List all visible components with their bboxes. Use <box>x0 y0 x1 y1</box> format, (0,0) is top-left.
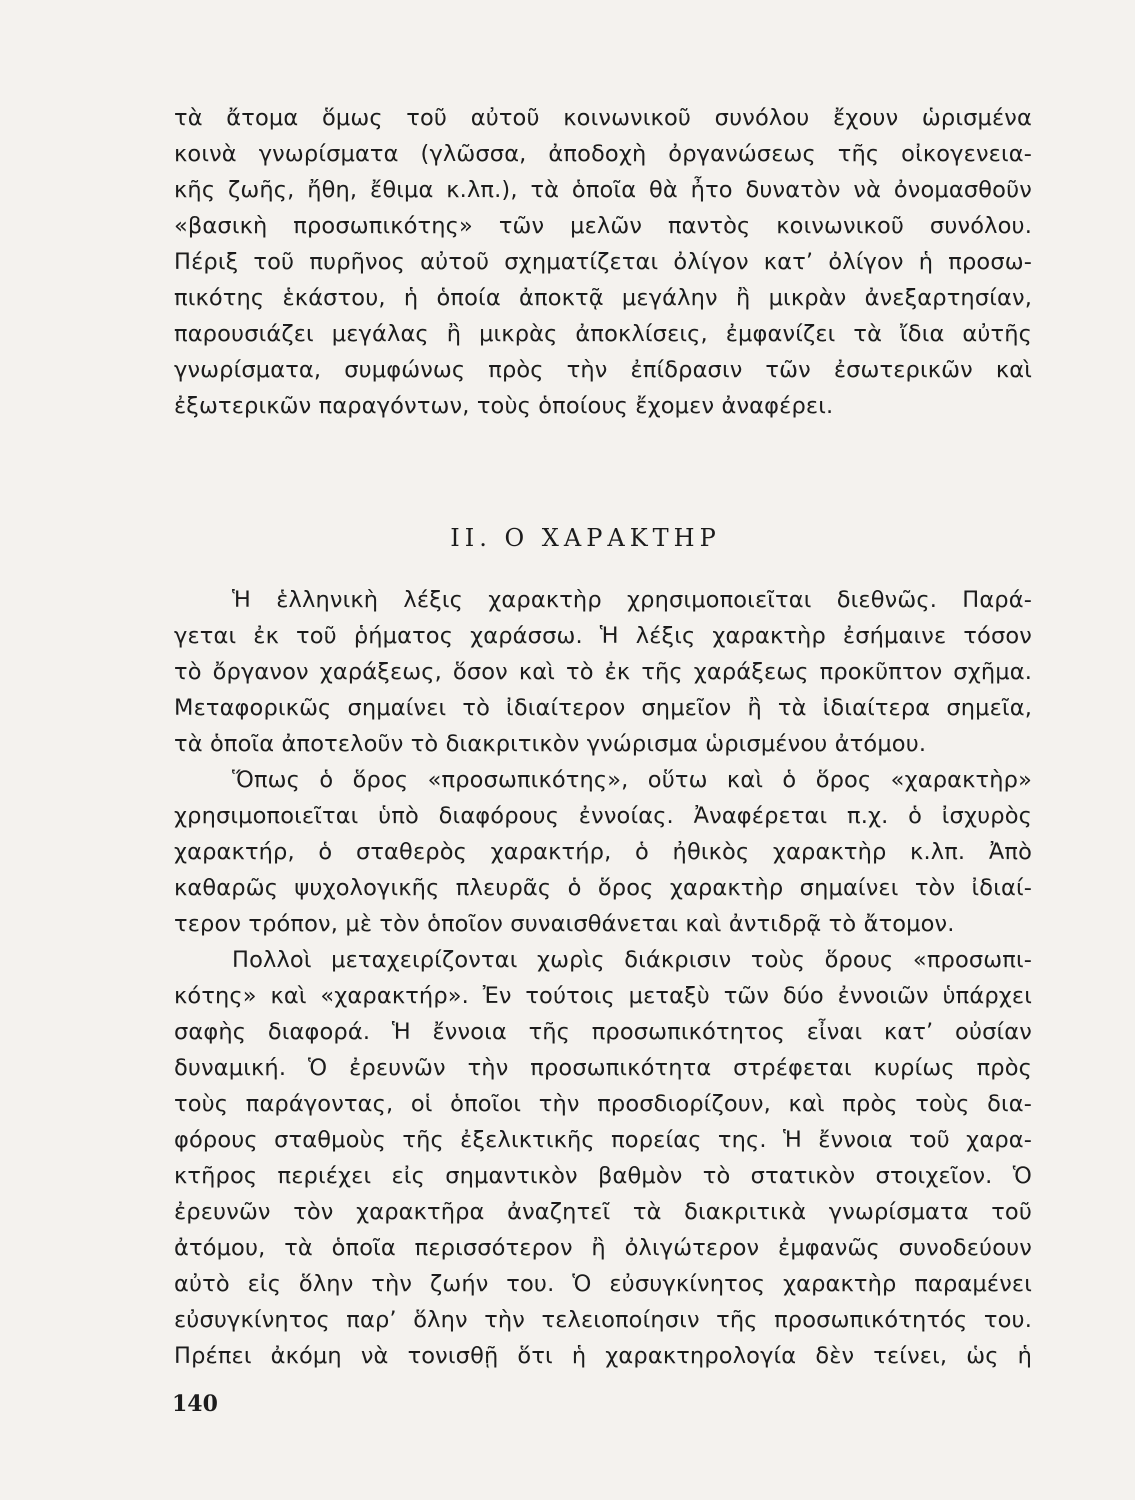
text-line: πικότης ἑκάστου, ἡ ὁποία ἀποκτᾷ μεγάλην ἢ μικρὰν ἀνεξαρτησίαν, <box>174 285 1032 311</box>
text-line: χρησιμοποιεῖται ὑπὸ διαφόρους ἐννοίας. Ἀναφέρεται π.χ. ὁ ἰσχυρὸς <box>174 803 1032 829</box>
section-heading: II. Ο ΧΑΡΑΚΤΗΡ <box>450 524 721 552</box>
text-line: κότης» καὶ «χαρακτήρ». Ἐν τούτοις μεταξὺ τῶν δύο ἐννοιῶν ὑπάρχει <box>174 983 1032 1009</box>
text-line: Πέριξ τοῦ πυρῆνος αὐτοῦ σχηματίζεται ὀλίγον κατ’ ὀλίγον ἡ προσω- <box>174 249 1032 275</box>
text-line: κῆς ζωῆς, ἤθη, ἔθιμα κ.λπ.), τὰ ὁποῖα θὰ ἦτο δυνατὸν νὰ ὀνομασθοῦν <box>174 177 1032 203</box>
text-line: κοινὰ γνωρίσματα (γλῶσσα, ἀποδοχὴ ὀργανώσεως τῆς οἰκογενεια- <box>174 141 1032 167</box>
text-line: ἐρευνῶν τὸν χαρακτῆρα ἀναζητεῖ τὰ διακριτικὰ γνωρίσματα τοῦ <box>174 1199 1032 1225</box>
section-body <box>174 582 1032 1374</box>
text-line: Πρέπει ἀκόμη νὰ τονισθῇ ὅτι ἡ χαρακτηρολογία δὲν τείνει, ὡς ἡ <box>174 1343 1032 1369</box>
text-line: εὐσυγκίνητος παρ’ ὅλην τὴν τελειοποίησιν τῆς προσωπικότητός του. <box>174 1307 1032 1333</box>
paragraph <box>174 762 1032 942</box>
text-line: ἐξωτερικῶν παραγόντων, τοὺς ὁποίους ἔχομεν ἀναφέρει. <box>174 393 834 419</box>
text-line: γνωρίσματα, συμφώνως πρὸς τὴν ἐπίδρασιν τῶν ἐσωτερικῶν καὶ <box>174 357 1032 383</box>
text-line: Πολλοὶ μεταχειρίζονται χωρὶς διάκρισιν τοὺς ὅρους «προσωπι- <box>232 947 1032 973</box>
paragraph <box>174 942 1032 1374</box>
text-line: Ἡ ἑλληνικὴ λέξις χαρακτὴρ χρησιμοποιεῖται διεθνῶς. Παρά- <box>232 587 1032 613</box>
text-line: κτῆρος περιέχει εἰς σημαντικὸν βαθμὸν τὸ στατικὸν στοιχεῖον. Ὁ <box>174 1163 1032 1189</box>
text-line: καθαρῶς ψυχολογικῆς πλευρᾶς ὁ ὅρος χαρακτὴρ σημαίνει τὸν ἰδιαί- <box>174 875 1032 901</box>
text-line: «βασικὴ προσωπικότης» τῶν μελῶν παντὸς κοινωνικοῦ συνόλου. <box>174 213 1032 239</box>
paragraph-continuation <box>174 100 1032 424</box>
text-line: ἀτόμου, τὰ ὁποῖα περισσότερον ἢ ὀλιγώτερον ἐμφανῶς συνοδεύουν <box>174 1235 1032 1261</box>
paragraph <box>174 582 1032 762</box>
text-line: τὸ ὄργανον χαράξεως, ὅσον καὶ τὸ ἐκ τῆς χαράξεως προκῦπτον σχῆμα. <box>174 659 1032 685</box>
page-number: 140 <box>172 1391 218 1417</box>
text-line: τὰ ὁποῖα ἀποτελοῦν τὸ διακριτικὸν γνώρισμα ὡρισμένου ἀτόμου. <box>174 731 927 757</box>
text-line: τερον τρόπον, μὲ τὸν ὁποῖον συναισθάνεται καὶ ἀντιδρᾷ τὸ ἄτομον. <box>174 911 955 937</box>
text-line: αὐτὸ εἰς ὅλην τὴν ζωήν του. Ὁ εὐσυγκίνητος χαρακτὴρ παραμένει <box>174 1271 1032 1297</box>
text-line: τοὺς παράγοντας, οἱ ὁποῖοι τὴν προσδιορίζουν, καὶ πρὸς τοὺς δια- <box>174 1091 1032 1117</box>
text-line: φόρους σταθμοὺς τῆς ἐξελικτικῆς πορείας της. Ἡ ἔννοια τοῦ χαρα- <box>174 1127 1032 1153</box>
text-line: Μεταφορικῶς σημαίνει τὸ ἰδιαίτερον σημεῖον ἢ τὰ ἰδιαίτερα σημεῖα, <box>174 695 1032 721</box>
text-line: Ὅπως ὁ ὅρος «προσωπικότης», οὕτω καὶ ὁ ὅρος «χαρακτὴρ» <box>232 767 1032 793</box>
text-line: δυναμική. Ὁ ἐρευνῶν τὴν προσωπικότητα στρέφεται κυρίως πρὸς <box>174 1055 1032 1081</box>
text-line: γεται ἐκ τοῦ ῥήματος χαράσσω. Ἡ λέξις χαρακτὴρ ἐσήμαινε τόσον <box>174 623 1032 649</box>
text-line: χαρακτήρ, ὁ σταθερὸς χαρακτήρ, ὁ ἠθικὸς χαρακτὴρ κ.λπ. Ἀπὸ <box>174 839 1032 865</box>
text-line: παρουσιάζει μεγάλας ἢ μικρὰς ἀποκλίσεις, ἐμφανίζει τὰ ἴδια αὐτῆς <box>174 321 1032 347</box>
text-line: σαφὴς διαφορά. Ἡ ἔννοια τῆς προσωπικότητος εἶναι κατ’ οὐσίαν <box>174 1019 1032 1045</box>
text-line: τὰ ἄτομα ὅμως τοῦ αὐτοῦ κοινωνικοῦ συνόλου ἔχουν ὡρισμένα <box>174 105 1032 131</box>
